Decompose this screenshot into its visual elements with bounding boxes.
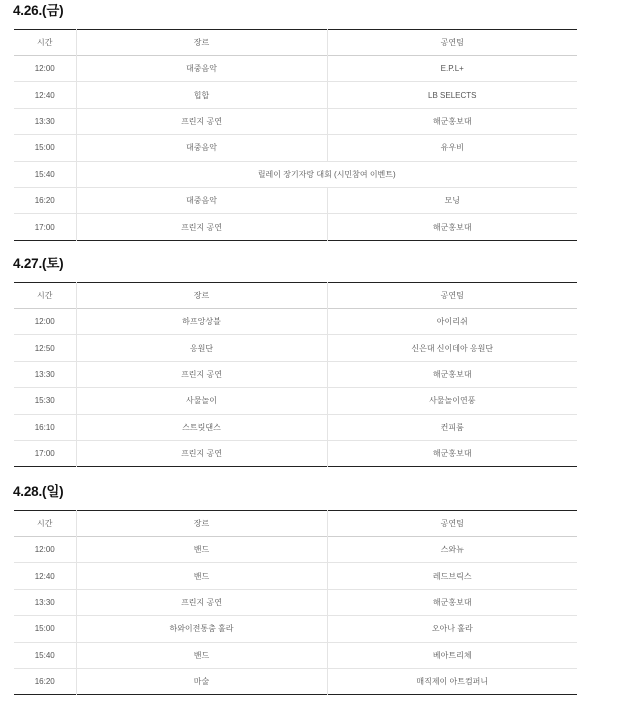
cell-time: 12:00 bbox=[34, 317, 55, 327]
header-time: 시간 bbox=[14, 511, 76, 537]
cell-team: 해군홍보대 bbox=[327, 108, 577, 134]
table-row bbox=[14, 361, 577, 387]
header-genre: 장르 bbox=[76, 283, 327, 309]
cell-merged-event: 릴레이 장기자랑 대회 (시민참여 이벤트) bbox=[76, 161, 577, 187]
cell-time: 16:20 bbox=[34, 677, 55, 687]
cell-team: 신은대 신이데아 응원단 bbox=[327, 335, 577, 361]
table-row bbox=[14, 616, 577, 642]
day-title: 4.28.(일) bbox=[13, 484, 64, 499]
header-genre: 장르 bbox=[76, 511, 327, 537]
cell-genre: 밴드 bbox=[76, 537, 327, 563]
day-section-0428 bbox=[14, 482, 577, 695]
cell-team: 매직제이 아트컴퍼니 bbox=[327, 668, 577, 694]
cell-time: 13:30 bbox=[34, 116, 55, 126]
cell-time: 15:30 bbox=[34, 396, 55, 406]
table-row bbox=[14, 161, 577, 187]
cell-time: 16:10 bbox=[34, 422, 55, 432]
cell-time: 13:30 bbox=[34, 597, 55, 607]
cell-time: 12:40 bbox=[34, 571, 55, 581]
table-row bbox=[14, 214, 577, 240]
cell-genre: 힙합 bbox=[76, 82, 327, 108]
header-team: 공연팀 bbox=[327, 283, 577, 309]
header-time: 시간 bbox=[14, 30, 76, 56]
cell-genre: 밴드 bbox=[76, 563, 327, 589]
cell-team: 사물놀이연풍 bbox=[327, 388, 577, 414]
table-row bbox=[14, 414, 577, 440]
table-header-row bbox=[14, 283, 577, 309]
cell-genre: 대중음악 bbox=[76, 135, 327, 161]
cell-team: E.P.L+ bbox=[327, 56, 577, 82]
cell-team: 오아나 훌라 bbox=[327, 616, 577, 642]
table-row bbox=[14, 309, 577, 335]
cell-genre: 프린지 공연 bbox=[76, 589, 327, 615]
header-team: 공연팀 bbox=[327, 30, 577, 56]
cell-team: 모닝 bbox=[327, 187, 577, 213]
cell-genre: 밴드 bbox=[76, 642, 327, 668]
table-row bbox=[14, 563, 577, 589]
cell-time: 15:00 bbox=[34, 143, 55, 153]
day-section-0427 bbox=[14, 254, 577, 467]
cell-time: 12:50 bbox=[34, 343, 55, 353]
cell-time: 13:30 bbox=[34, 369, 55, 379]
cell-time: 12:00 bbox=[34, 545, 55, 555]
cell-time: 15:00 bbox=[34, 624, 55, 634]
cell-team: 컨피룸 bbox=[327, 414, 577, 440]
cell-team: 해군홍보대 bbox=[327, 589, 577, 615]
cell-genre: 대중음악 bbox=[76, 56, 327, 82]
header-team: 공연팀 bbox=[327, 511, 577, 537]
cell-time: 16:20 bbox=[34, 196, 55, 206]
schedule-table bbox=[14, 29, 577, 241]
table-row bbox=[14, 388, 577, 414]
cell-genre: 프린지 공연 bbox=[76, 214, 327, 240]
cell-time: 17:00 bbox=[34, 222, 55, 232]
cell-genre: 응원단 bbox=[76, 335, 327, 361]
cell-genre: 마술 bbox=[76, 668, 327, 694]
cell-team: 베아트리체 bbox=[327, 642, 577, 668]
cell-time: 17:00 bbox=[34, 449, 55, 459]
table-row bbox=[14, 187, 577, 213]
table-row bbox=[14, 668, 577, 694]
table-row bbox=[14, 642, 577, 668]
day-title: 4.27.(토) bbox=[13, 256, 64, 271]
header-time: 시간 bbox=[14, 283, 76, 309]
cell-team: 해군홍보대 bbox=[327, 440, 577, 466]
cell-genre: 대중음악 bbox=[76, 187, 327, 213]
table-header-row bbox=[14, 30, 577, 56]
table-row bbox=[14, 82, 577, 108]
cell-time: 15:40 bbox=[34, 169, 55, 179]
cell-genre: 하와이전통춤 훌라 bbox=[76, 616, 327, 642]
table-row bbox=[14, 589, 577, 615]
day-section-0426 bbox=[14, 1, 577, 241]
table-header-row bbox=[14, 511, 577, 537]
schedule-table bbox=[14, 510, 577, 695]
header-genre: 장르 bbox=[76, 30, 327, 56]
table-row bbox=[14, 537, 577, 563]
cell-genre: 프린지 공연 bbox=[76, 440, 327, 466]
cell-genre: 하프앙상블 bbox=[76, 309, 327, 335]
cell-team: 해군홍보대 bbox=[327, 361, 577, 387]
cell-time: 12:00 bbox=[34, 64, 55, 74]
cell-time: 15:40 bbox=[34, 650, 55, 660]
table-row bbox=[14, 108, 577, 134]
day-title: 4.26.(금) bbox=[13, 3, 64, 18]
table-row bbox=[14, 335, 577, 361]
table-row bbox=[14, 135, 577, 161]
cell-team: LB SELECTS bbox=[327, 82, 577, 108]
schedule-table bbox=[14, 282, 577, 467]
table-row bbox=[14, 440, 577, 466]
cell-time: 12:40 bbox=[34, 90, 55, 100]
cell-team: 스와뉴 bbox=[327, 537, 577, 563]
cell-team: 아이리쉬 bbox=[327, 309, 577, 335]
cell-team: 해군홍보대 bbox=[327, 214, 577, 240]
cell-genre: 스트릿댄스 bbox=[76, 414, 327, 440]
cell-genre: 프린지 공연 bbox=[76, 108, 327, 134]
table-row bbox=[14, 56, 577, 82]
cell-genre: 사물놀이 bbox=[76, 388, 327, 414]
cell-genre: 프린지 공연 bbox=[76, 361, 327, 387]
cell-team: 유우비 bbox=[327, 135, 577, 161]
cell-team: 레드브릭스 bbox=[327, 563, 577, 589]
